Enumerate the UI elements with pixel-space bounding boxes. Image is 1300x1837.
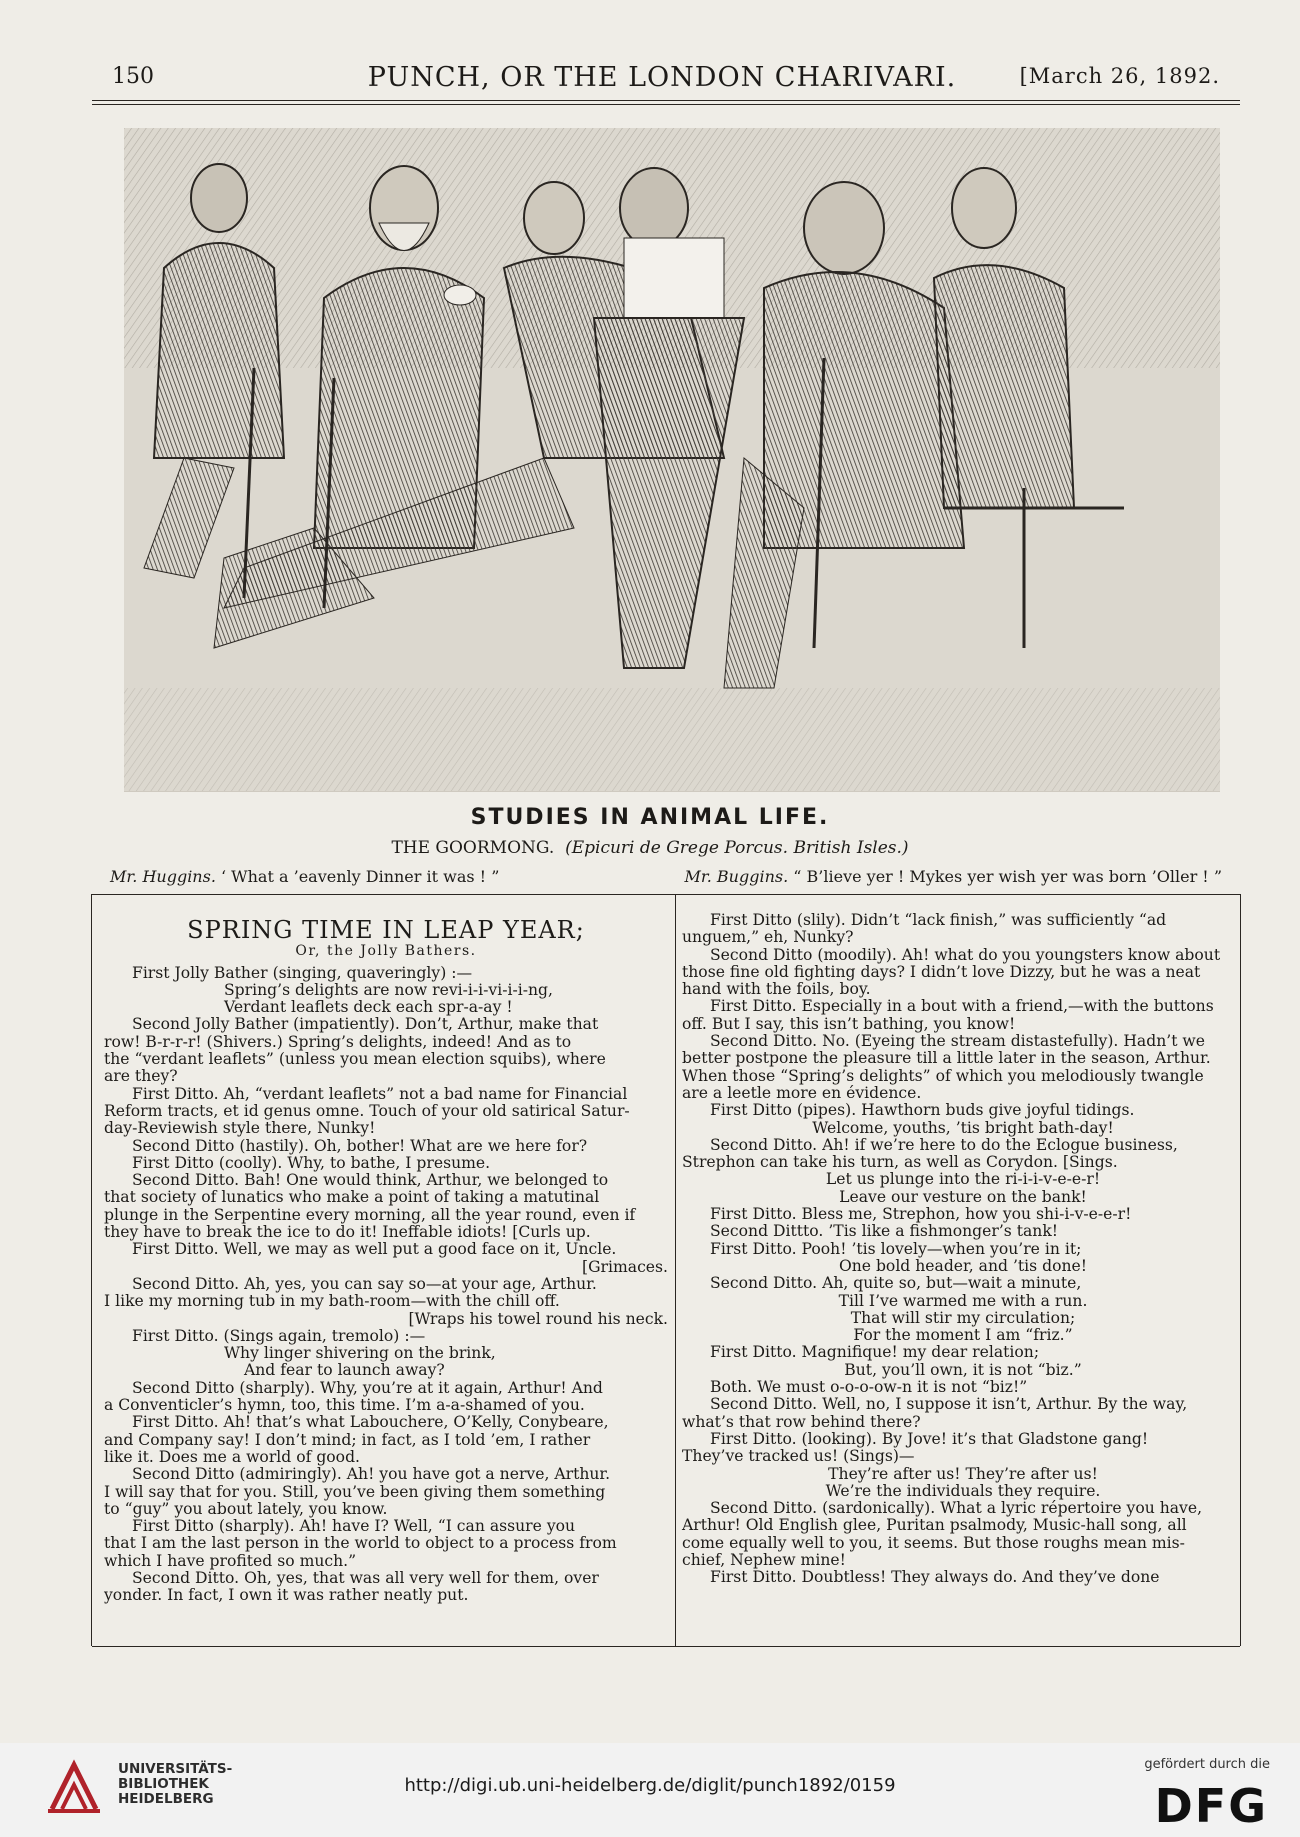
- page-number: 150: [112, 64, 154, 89]
- text-line: row! B-r-r-r! (Shivers.) Spring’s delights, indeed! And as to: [104, 1032, 572, 1051]
- text-line: First Ditto. (looking). By Jove! it’s that Gladstone gang!: [710, 1429, 1149, 1448]
- text-line: First Ditto (pipes). Hawthorn buds give joyful tidings.: [710, 1101, 1135, 1120]
- right-column-text: [682, 912, 1244, 1587]
- issue-date: [March 26, 1892.: [1019, 64, 1220, 88]
- library-name-line3: HEIDELBERG: [118, 1791, 214, 1807]
- text-line: Second Ditto. No. (Eyeing the stream distastefully). Hadn’t we: [710, 1032, 1206, 1051]
- text-line: For the moment I am “friz.”: [853, 1326, 1073, 1345]
- text-line: come equally well to you, it seems. But those roughs mean mis-: [682, 1533, 1185, 1552]
- text-line: Second Ditto (sharply). Why, you’re at it again, Arthur! And: [132, 1378, 603, 1397]
- text-line: which I have profited so much.”: [104, 1551, 357, 1570]
- text-line: to “guy” you about lately, you know.: [104, 1499, 388, 1518]
- text-line: First Ditto. Especially in a bout with a friend,—with the buttons: [710, 997, 1214, 1016]
- funding-note: gefördert durch die: [1144, 1757, 1270, 1772]
- left-border: [91, 894, 92, 1646]
- text-line: Welcome, youths, ’tis bright bath-day!: [812, 1118, 1114, 1137]
- text-line: Both. We must o-o-o-ow-n it is not “biz!”: [710, 1378, 1028, 1397]
- text-line: Second Ditto. Ah! if we’re here to do the Eclogue business,: [710, 1135, 1178, 1154]
- page-header: [92, 60, 1232, 100]
- text-line: Verdant leaflets deck each spr-a-ay !: [224, 998, 513, 1017]
- article-title: SPRING TIME IN LEAP YEAR;: [187, 916, 585, 944]
- speaker-one-line: ‘ What a ’eavenly Dinner it was ! ”: [221, 867, 500, 886]
- text-line: First Ditto. Doubtless! They always do. And they’ve done: [710, 1568, 1160, 1587]
- text-line: Second Jolly Bather (impatiently). Don’t, Arthur, make that: [132, 1015, 599, 1034]
- dfg-logo: DFG: [1154, 1779, 1268, 1833]
- header-rule-double: [92, 104, 1240, 105]
- text-line: We’re the individuals they require.: [825, 1481, 1101, 1500]
- speaker-two: [684, 867, 1222, 886]
- text-line: Second Ditto (moodily). Ah! what do you youngsters know about: [710, 945, 1221, 964]
- text-line: First Ditto. Bless me, Strephon, how you shi-i-v-e-e-r!: [710, 1205, 1132, 1224]
- engraving-image: [124, 128, 1220, 791]
- text-line: They’re after us! They’re after us!: [828, 1464, 1098, 1483]
- text-line: Second Ditto. Oh, yes, that was all very well for them, over: [132, 1568, 599, 1587]
- cartoon-illustration: [124, 128, 1220, 792]
- text-line: But, you’ll own, it is not “biz.”: [844, 1360, 1082, 1379]
- text-line: Second Ditto. Ah, quite so, but—wait a minute,: [710, 1274, 1082, 1293]
- text-line: First Ditto (slily). Didn’t “lack finish,” was sufficiently “ad: [710, 911, 1167, 929]
- text-line: plunge in the Serpentine every morning, all the year round, even if: [104, 1205, 636, 1224]
- text-line: Till I’ve warmed me with a run.: [838, 1291, 1088, 1310]
- text-line: [Grimaces.: [582, 1257, 668, 1276]
- text-line: They’ve tracked us! (Sings)—: [682, 1447, 915, 1466]
- cartoon-subtitle-latin: (Epicuri de Grege Porcus. British Isles.): [565, 838, 909, 858]
- text-line: hand with the foils, boy.: [682, 980, 871, 999]
- text-line: a Conventicler’s hymn, too, this time. I’m a-a-shamed of you.: [104, 1396, 585, 1415]
- text-line: and Company say! I don’t mind; in fact, as I told ’em, I rather: [104, 1430, 591, 1449]
- text-line: Strephon can take his turn, as well as Corydon. [Sings.: [682, 1153, 1118, 1172]
- library-name-line2: BIBLIOTHEK: [118, 1776, 209, 1792]
- text-line: Why linger shivering on the brink,: [224, 1344, 496, 1363]
- text-line: Second Ditto. (sardonically). What a lyric répertoire you have,: [710, 1499, 1203, 1518]
- text-line: First Ditto. Well, we may as well put a good face on it, Uncle.: [132, 1240, 617, 1259]
- text-line: Second Ditto. Bah! One would think, Arthur, we belonged to: [132, 1171, 609, 1190]
- article-left-column: [104, 910, 668, 1605]
- speaker-two-line: “ B’lieve yer ! Mykes yer wish yer was born ’Oller ! ”: [793, 867, 1222, 886]
- digitization-footer: [0, 1743, 1300, 1837]
- magazine-title: PUNCH, OR THE LONDON CHARIVARI.: [367, 62, 957, 93]
- text-line: First Ditto. Ah, “verdant leaflets” not a bad name for Financial: [132, 1084, 628, 1103]
- text-line: Arthur! Old English glee, Puritan psalmody, Music-hall song, all: [682, 1516, 1187, 1535]
- text-line: And fear to launch away?: [244, 1361, 445, 1380]
- text-line: Let us plunge into the ri-i-i-v-e-e-r!: [825, 1170, 1101, 1189]
- text-line: that I am the last person in the world to object to a process from: [104, 1534, 617, 1553]
- text-line: First Ditto (sharply). Ah! have I? Well, “I can assure you: [132, 1517, 576, 1536]
- article-top-rule: [92, 894, 1240, 895]
- text-line: When those “Spring’s delights” of which you melodiously twangle: [682, 1066, 1204, 1085]
- speaker-one-name: Mr. Huggins.: [110, 867, 216, 886]
- text-line: Second Ditto. Well, no, I suppose it isn’t, Arthur. By the way,: [710, 1395, 1188, 1414]
- text-line: yonder. In fact, I own it was rather neatly put.: [104, 1586, 469, 1605]
- text-line: Spring’s delights are now revi-i-i-vi-i-i-ng,: [224, 980, 553, 999]
- source-url[interactable]: http://digi.ub.uni-heidelberg.de/diglit/punch1892/0159: [404, 1775, 896, 1796]
- cartoon-dialogue: [92, 867, 1240, 886]
- speaker-one: [110, 867, 499, 886]
- text-line: the “verdant leaflets” (unless you mean election squibs), where: [104, 1050, 606, 1069]
- cartoon-title: STUDIES IN ANIMAL LIFE.: [470, 805, 830, 830]
- text-line: that society of lunatics who make a point of taking a matutinal: [104, 1188, 600, 1207]
- text-line: Second Ditto (admiringly). Ah! you have got a nerve, Arthur.: [132, 1465, 611, 1484]
- text-line: Leave our vesture on the bank!: [839, 1187, 1087, 1206]
- column-divider: [675, 894, 676, 1646]
- text-line: they have to break the ice to do it! Ineffable idiots! [Curls up.: [104, 1223, 591, 1242]
- text-line: First Jolly Bather (singing, quaveringly) :—: [132, 963, 473, 982]
- text-line: day-Reviewish style there, Nunky!: [104, 1119, 376, 1138]
- text-line: I like my morning tub in my bath-room—with the chill off.: [104, 1292, 560, 1311]
- text-line: [Wraps his towel round his neck.: [408, 1309, 668, 1328]
- header-rule: [92, 100, 1240, 101]
- text-line: are they?: [104, 1067, 178, 1086]
- text-line: better postpone the pleasure till a little later in the season, Arthur.: [682, 1049, 1211, 1068]
- text-line: Second Dittto. ’Tis like a fishmonger’s tank!: [710, 1222, 1059, 1241]
- text-line: are a leetle more en évidence.: [682, 1083, 922, 1102]
- speaker-two-name: Mr. Buggins.: [684, 867, 789, 886]
- library-name-line1: UNIVERSITÄTS-: [118, 1761, 233, 1777]
- cartoon-subtitle-main: THE GOORMONG.: [391, 838, 555, 858]
- article-subtitle: Or, the Jolly Bathers.: [295, 943, 477, 960]
- text-line: That will stir my circulation;: [850, 1308, 1076, 1327]
- text-line: Second Ditto. Ah, yes, you can say so—at your age, Arthur.: [132, 1274, 597, 1293]
- text-line: Reform tracts, et id genus omne. Touch of your old satirical Satur-: [104, 1101, 630, 1120]
- text-line: unguem,” eh, Nunky?: [682, 928, 854, 947]
- text-line: One bold header, and ’tis done!: [838, 1256, 1088, 1275]
- text-line: what’s that row behind there?: [682, 1412, 921, 1431]
- text-line: First Ditto (coolly). Why, to bathe, I presume.: [132, 1153, 491, 1172]
- text-line: those fine old fighting days? I didn’t love Dizzy, but he was a neat: [682, 962, 1201, 981]
- text-line: Second Ditto (hastily). Oh, bother! What are we here for?: [132, 1136, 588, 1155]
- text-line: chief, Nephew mine!: [682, 1550, 846, 1569]
- text-line: First Ditto. Magnifique! my dear relation;: [710, 1343, 1040, 1362]
- article-right-column: [682, 912, 1244, 1587]
- text-line: First Ditto. (Sings again, tremolo) :—: [132, 1326, 426, 1345]
- left-column-text: [104, 965, 668, 1605]
- text-line: like it. Does me a world of good.: [104, 1447, 361, 1466]
- cartoon-subtitle: [0, 838, 1300, 858]
- text-line: off. But I say, this isn’t bathing, you know!: [682, 1014, 1016, 1033]
- text-line: First Ditto. Ah! that’s what Labouchere, O’Kelly, Conybeare,: [132, 1413, 609, 1432]
- text-line: I will say that for you. Still, you’ve been giving them something: [104, 1482, 606, 1501]
- article-bottom-rule: [92, 1646, 1240, 1647]
- text-line: First Ditto. Pooh! ’tis lovely—when you’re in it;: [710, 1239, 1082, 1258]
